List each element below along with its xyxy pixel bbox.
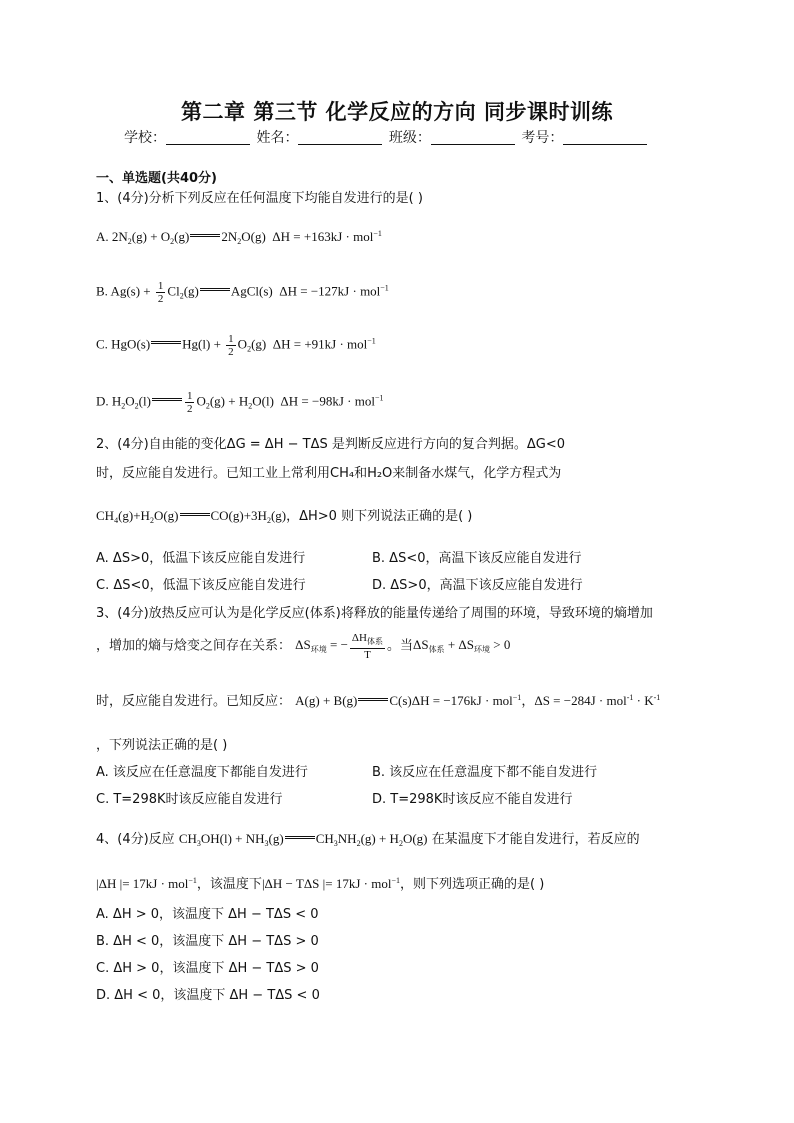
q2-option-d[interactable]: D. ΔS>0，高温下该反应能自发进行 — [372, 578, 583, 593]
q1-stem: 1、(4分)分析下列反应在任何温度下均能自发进行的是( ) — [96, 191, 423, 206]
q1-option-b[interactable]: B. Ag(s) + $\frac{1}{2}$ $Cl_2(g)$ AgCl(s) ΔH = −127kJ · mol$^{-1}$ — [96, 280, 389, 305]
q2-option-b[interactable]: B. ΔS<0，高温下该反应能自发进行 — [372, 551, 582, 566]
q2-option-c[interactable]: C. ΔS<0，低温下该反应能自发进行 — [96, 578, 306, 593]
section-heading: 一、单选题(共40分) — [96, 171, 217, 186]
q4-option-b[interactable]: B. ΔH < 0，该温度下 ΔH − TΔS > 0 — [96, 934, 319, 949]
q4-option-a[interactable]: A. ΔH > 0，该温度下 ΔH − TΔS < 0 — [96, 907, 319, 922]
name-blank[interactable] — [298, 130, 382, 145]
number-label: 考号： — [521, 130, 564, 146]
q3-option-b[interactable]: B. 该反应在任意温度下都不能自发进行 — [372, 765, 598, 780]
student-info-line — [124, 127, 649, 147]
q1-option-c[interactable]: C. HgO(s) Hg(l) + $\frac{1}{2}$ $O_2(g) \Delta H = +91kJ \cdot mol^{-1}$ — [96, 333, 376, 358]
q3-option-a[interactable]: A. 该反应在任意温度下都能自发进行 — [96, 765, 308, 780]
q3-line-4: ，下列说法正确的是( ) — [96, 738, 228, 753]
q2-equation-line: $CH_4(g)+H_2O(g)$ $CO(g)+3H_2(g)$，ΔH>0 则下列说法正确的是( ) — [96, 508, 473, 525]
q2-line-2: 时，反应能自发进行。已知工业上常利用CH₄和H₂O来制备水煤气，化学方程式为 — [96, 466, 562, 481]
q3-line-1: 3、(4分)放热反应可认为是化学反应(体系)将释放的能量传递给了周围的环境，导致环境的熵增加 — [96, 606, 653, 621]
q4-option-d[interactable]: D. ΔH < 0，该温度下 ΔH − TΔS < 0 — [96, 988, 320, 1003]
name-label: 姓名： — [256, 130, 299, 146]
class-blank[interactable] — [431, 130, 515, 145]
page-title: 第二章 第三节 化学反应的方向 同步课时训练 — [181, 100, 613, 124]
number-blank[interactable] — [563, 130, 647, 145]
q2-line-1: 2、(4分)自由能的变化ΔG = ΔH − TΔS 是判断反应进行方向的复合判据。ΔG<0 — [96, 437, 565, 452]
q3-option-d[interactable]: D. T=298K时该反应不能自发进行 — [372, 792, 573, 807]
q4-line-2: |ΔH |= 17kJ · mol$^{-1}$，该温度下|ΔH − TΔS |= 17kJ · mol$^{-1}$，则下列选项正确的是( ) — [96, 876, 545, 892]
q3-line-2: ，增加的熵与焓变之间存在关系： $\Delta S_{环境}$ = − $\frac{\Delta H_{体系}}{T}$ 。当$\Delta S_{体系} + \Delta S_{环境} > 0$ — [96, 632, 511, 661]
q3-option-c[interactable]: C. T=298K时该反应能自发进行 — [96, 792, 283, 807]
q3-line-3: 时，反应能自发进行。已知反应： A(g) + B(g) C(s)ΔH = −176kJ · mol$^{-1}$，$\Delta S = -284J \cdot mol^{-1} \cdot K^{-1}$ — [96, 693, 661, 709]
q1-option-a[interactable]: A. $2N_2(g) + O_2(g)$ $2N_2O(g) \Delta H = +163kJ \cdot mol^{-1}$ — [96, 229, 382, 246]
school-label: 学校： — [124, 130, 166, 146]
school-blank[interactable] — [166, 130, 250, 145]
q2-option-a[interactable]: A. ΔS>0，低温下该反应能自发进行 — [96, 551, 306, 566]
q4-line-1: 4、(4分)反应 $CH_3OH(l) + NH_3(g) CH_3NH_2(g) + H_2O(g)$ 在某温度下才能自发进行，若反应的 — [96, 831, 640, 848]
q1-option-d[interactable]: D. $H_2O_2(l)$ $\frac{1}{2}$ $O_2(g) + H_2O(l) \Delta H = -98kJ \cdot mol^{-1}$ — [96, 390, 384, 415]
q4-option-c[interactable]: C. ΔH > 0，该温度下 ΔH − TΔS > 0 — [96, 961, 319, 976]
class-label: 班级： — [388, 130, 431, 146]
